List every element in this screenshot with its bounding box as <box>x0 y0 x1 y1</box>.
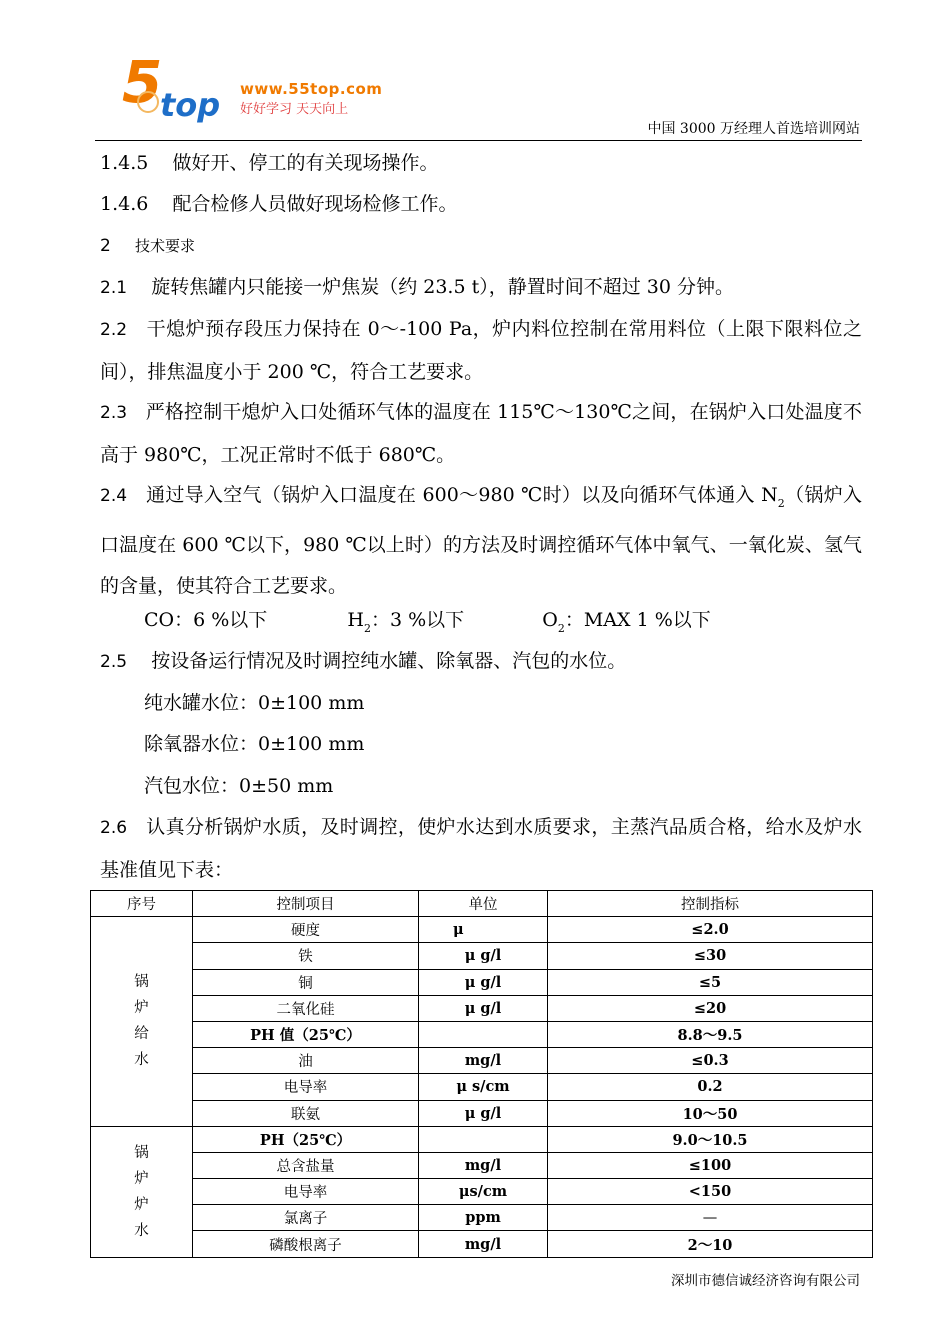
table-row <box>91 1205 873 1231</box>
para-2-4 <box>100 475 862 608</box>
value-cell: 2～10 <box>548 1231 873 1257</box>
table-header-row <box>91 891 873 917</box>
water-level-tank: 纯水罐水位：0±100 mm <box>144 692 365 714</box>
para-text: 配合检修人员做好现场检修工作。 <box>172 193 458 215</box>
section-number: 2.3 <box>100 403 128 423</box>
table-row <box>91 1021 873 1047</box>
para-text: 严格控制干熄炉入口处循环气体的温度在 115℃～130℃之间，在锅炉入口处温度不高于 980℃，工况正常时不低于 680℃。 <box>100 401 862 466</box>
header-tagline: 中国 3000 万经理人首选培训网站 <box>647 121 860 137</box>
logo-slogan: 好好学习 天天向上 <box>240 102 349 117</box>
item-cell: 电导率 <box>193 1179 419 1205</box>
section-title: 技术要求 <box>135 237 196 255</box>
table-row <box>91 1074 873 1100</box>
para-2-2 <box>100 309 862 393</box>
value-cell: ≤30 <box>548 943 873 969</box>
para-text: 认真分析锅炉水质，及时调控，使炉水达到水质要求，主蒸汽品质合格，给水及炉水基准值见下表： <box>100 816 862 881</box>
section-number: 1.4.6 <box>100 193 149 215</box>
section-number: 2 <box>100 236 111 256</box>
h2-limit: $H_2$：3 %以下 <box>347 609 465 635</box>
column-header: 单位 <box>419 891 548 917</box>
item-cell: 铜 <box>193 969 419 995</box>
table-row <box>91 1152 873 1178</box>
value-cell: <150 <box>548 1179 873 1205</box>
item-cell: 总含盐量 <box>193 1152 419 1178</box>
unit-cell: mg/l <box>419 1231 548 1257</box>
unit-cell <box>419 1021 548 1047</box>
para-text: 旋转焦罐内只能接一炉焦炭（约 23.5 t），静置时间不超过 30 分钟。 <box>151 276 734 298</box>
para-2-6 <box>100 807 862 891</box>
item-cell: PH 值（25℃） <box>193 1021 419 1047</box>
value-cell: 0.2 <box>548 1074 873 1100</box>
unit-cell: mg/l <box>419 1048 548 1074</box>
item-cell: 二氧化硅 <box>193 995 419 1021</box>
para-2-1 <box>100 267 862 310</box>
table-row <box>91 1126 873 1152</box>
unit-cell: mg/l <box>419 1152 548 1178</box>
water-level-drum: 汽包水位：0±50 mm <box>144 775 334 797</box>
water-quality-table <box>90 890 873 1258</box>
value-cell: ≤5 <box>548 969 873 995</box>
para-text: 干熄炉预存段压力保持在 0～-100 Pa，炉内料位控制在常用料位（上限下限料位之间），排焦温度小于 200 ℃，符合工艺要求。 <box>100 318 862 383</box>
item-cell: 电导率 <box>193 1074 419 1100</box>
unit-cell: μ g/l <box>419 943 548 969</box>
site-logo[interactable] <box>108 50 398 130</box>
para-text: （锅炉入口温度在 600 ℃以下，980 ℃以上时）的方法及时调控循环气体中氧气、一氧化炭、氢气的含量，使其符合工艺要求。 <box>100 484 862 597</box>
item-cell: 联氨 <box>193 1100 419 1126</box>
5top-logo-mark-icon <box>108 50 238 130</box>
table-row <box>91 969 873 995</box>
table-row <box>91 1231 873 1257</box>
co-limit: CO：6 %以下 <box>144 609 268 631</box>
item-cell: 氯离子 <box>193 1205 419 1231</box>
header-divider <box>95 140 862 141</box>
value-cell: — <box>548 1205 873 1231</box>
column-header: 控制项目 <box>193 891 419 917</box>
section-number: 2.1 <box>100 278 128 298</box>
section-number: 2.4 <box>100 486 128 506</box>
column-header: 序号 <box>91 891 193 917</box>
svg-text:5: 5 <box>122 50 163 116</box>
svg-text:top: top <box>160 86 221 124</box>
section-number: 2.6 <box>100 818 128 838</box>
section-number: 2.5 <box>100 652 128 672</box>
para-text: 做好开、停工的有关现场操作。 <box>172 152 439 174</box>
subscript: 2 <box>777 497 785 510</box>
unit-cell: μ s/cm <box>419 1074 548 1100</box>
para-2-3 <box>100 392 862 476</box>
value-cell: ≤100 <box>548 1152 873 1178</box>
table-row <box>91 1048 873 1074</box>
table-row <box>91 1100 873 1126</box>
para-1-4-6 <box>100 184 862 226</box>
unit-cell: ppm <box>419 1205 548 1231</box>
footer-company: 深圳市德信诚经济咨询有限公司 <box>671 1273 860 1289</box>
unit-cell: μ g/l <box>419 995 548 1021</box>
item-cell: 硬度 <box>193 917 419 943</box>
value-cell: ≤0.3 <box>548 1048 873 1074</box>
unit-cell: μs/cm <box>419 1179 548 1205</box>
table-row <box>91 1179 873 1205</box>
group-label-feedwater: 锅 炉 给 水 <box>91 917 193 1127</box>
value-cell: ≤20 <box>548 995 873 1021</box>
para-text: 通过导入空气（锅炉入口温度在 600～980 ℃时）以及向循环气体通入 N <box>146 484 778 506</box>
unit-cell <box>419 1126 548 1152</box>
value-cell: 8.8～9.5 <box>548 1021 873 1047</box>
para-2-5 <box>100 641 862 684</box>
para-1-4-5 <box>100 143 862 185</box>
unit-cell: μ <box>419 917 548 943</box>
item-cell: 铁 <box>193 943 419 969</box>
value-cell: 9.0～10.5 <box>548 1126 873 1152</box>
item-cell: PH（25℃） <box>193 1126 419 1152</box>
table-row <box>91 943 873 969</box>
column-header: 控制指标 <box>548 891 873 917</box>
section-number: 2.2 <box>100 320 128 340</box>
unit-cell: μ g/l <box>419 969 548 995</box>
section-number: 1.4.5 <box>100 152 149 174</box>
logo-url: www.55top.com <box>240 80 383 98</box>
value-cell: ≤2.0 <box>548 917 873 943</box>
table-row <box>91 995 873 1021</box>
item-cell: 磷酸根离子 <box>193 1231 419 1257</box>
item-cell: 油 <box>193 1048 419 1074</box>
water-level-deaerator: 除氧器水位：0±100 mm <box>144 733 365 755</box>
section-2-heading <box>100 225 862 268</box>
group-label-boilerwater: 锅 炉 炉 水 <box>91 1126 193 1257</box>
value-cell: 10～50 <box>548 1100 873 1126</box>
para-text: 按设备运行情况及时调控纯水罐、除氧器、汽包的水位。 <box>151 650 627 672</box>
o2-limit: $O_2$：MAX 1 %以下 <box>542 609 711 635</box>
unit-cell: μ g/l <box>419 1100 548 1126</box>
table-row <box>91 917 873 943</box>
